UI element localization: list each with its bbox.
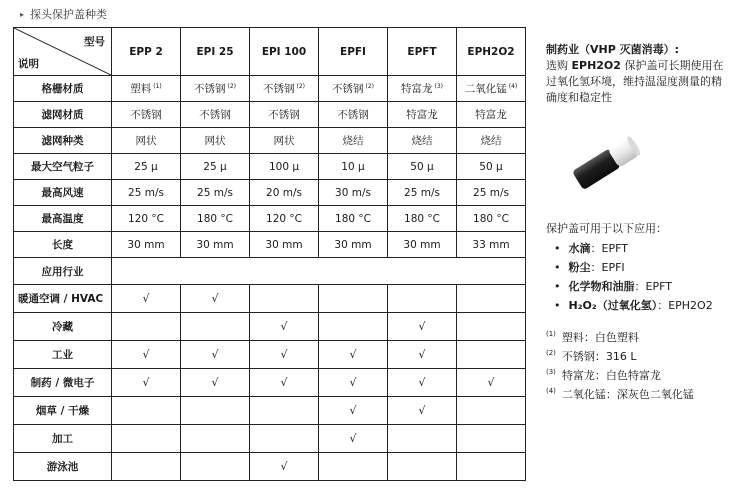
application-text: 粉尘：EPFI	[568, 260, 625, 274]
spec-cell	[181, 76, 250, 102]
spec-cell-value: 100 µ	[268, 160, 300, 173]
spec-cell	[457, 154, 526, 180]
spec-cell-value: 50 µ	[410, 160, 434, 173]
spec-cell-value: 不锈钢	[199, 109, 231, 121]
footnote-mark: (4)	[546, 386, 556, 395]
spec-row	[14, 154, 526, 180]
checkmark-icon: √	[349, 376, 357, 389]
industry-cell	[388, 369, 457, 397]
industry-cell	[250, 397, 319, 425]
section-empty-cell	[181, 258, 250, 285]
spec-cell	[388, 154, 457, 180]
industry-cell	[112, 285, 181, 313]
spec-cell-value: 塑料	[130, 83, 152, 95]
checkmark-icon: √	[142, 292, 150, 305]
footnote-marker: (2)	[296, 82, 305, 90]
probe-cap-image	[566, 132, 646, 192]
industry-cell	[250, 313, 319, 341]
spec-cell	[388, 180, 457, 206]
industry-cell	[112, 397, 181, 425]
application-model: EPFT	[601, 241, 628, 255]
spec-cell-value: 25 m/s	[404, 186, 440, 199]
application-item	[554, 277, 732, 296]
spec-cell-value: 不锈钢	[268, 109, 300, 121]
heading-text: 探头保护盖种类	[30, 8, 108, 21]
spec-cell-value: 30 mm	[196, 238, 234, 251]
spec-row-label: 滤网材质	[14, 102, 112, 128]
footnote-marker: (4)	[508, 82, 518, 90]
spec-cell-value: 25 m/s	[473, 186, 509, 199]
industry-cell	[388, 285, 457, 313]
industry-cell	[457, 453, 526, 481]
spec-cell	[112, 206, 181, 232]
spec-row-label: 格栅材质	[14, 76, 112, 102]
application-text: 化学物和油脂：EPFT	[568, 279, 672, 293]
spec-cell-value: 25 m/s	[128, 186, 164, 199]
industry-cell	[388, 341, 457, 369]
industry-cell	[388, 397, 457, 425]
application-item	[554, 296, 732, 315]
spec-cell	[112, 102, 181, 128]
application-text: 水滴：EPFT	[568, 241, 628, 255]
bullet-icon: •	[554, 241, 561, 255]
footnote-marker: (2)	[227, 82, 236, 90]
checkmark-icon: √	[418, 348, 426, 361]
spec-row	[14, 232, 526, 258]
industry-row	[14, 369, 526, 397]
spec-row	[14, 180, 526, 206]
checkmark-icon: √	[418, 404, 426, 417]
industry-label: 冷藏	[14, 313, 112, 341]
desc-brand: EPH2O2	[571, 59, 621, 72]
spec-cell	[250, 102, 319, 128]
section-empty-cell	[388, 258, 457, 285]
spec-cell	[250, 206, 319, 232]
spec-cell-value: 180 °C	[197, 212, 233, 225]
checkmark-icon: √	[211, 292, 219, 305]
spec-cell	[457, 232, 526, 258]
spec-cell-value: 50 µ	[479, 160, 503, 173]
spec-cell	[319, 76, 388, 102]
footnote-row	[546, 347, 732, 366]
industry-cell	[388, 425, 457, 453]
spec-cell	[112, 76, 181, 102]
industry-cell	[181, 313, 250, 341]
footnote-marker: (1)	[153, 82, 162, 90]
application-item	[554, 239, 732, 258]
section-empty-cell	[319, 258, 388, 285]
spec-cell	[181, 180, 250, 206]
industry-cell	[181, 341, 250, 369]
spec-row-label: 滤网种类	[14, 128, 112, 154]
spec-cell	[319, 232, 388, 258]
section-empty-cell	[112, 258, 181, 285]
footnotes	[546, 328, 732, 404]
spec-cell	[457, 102, 526, 128]
header-row	[14, 28, 526, 76]
industry-cell	[250, 285, 319, 313]
footnote-mark: (3)	[546, 367, 556, 376]
application-model: EPFT	[645, 279, 672, 293]
checkmark-icon: √	[349, 348, 357, 361]
spec-cell-value: 不锈钢	[337, 109, 369, 121]
spec-cell-value: 烧结	[480, 135, 502, 147]
pharma-description	[546, 58, 732, 106]
spec-cell-value: 不锈钢	[130, 109, 162, 121]
checkmark-icon: √	[418, 320, 426, 333]
industry-cell	[319, 341, 388, 369]
spec-row	[14, 76, 526, 102]
spec-row-label: 最大空气粒子	[14, 154, 112, 180]
spec-cell	[319, 206, 388, 232]
desc-rest: 保护盖可长期使用在过氧化氢环境，维持温湿度测量的精确度和稳定性	[546, 59, 724, 104]
spec-cell	[319, 180, 388, 206]
footnote-text: 不锈钢：316 L	[561, 349, 637, 363]
industry-cell	[457, 313, 526, 341]
industry-row	[14, 313, 526, 341]
spec-cell-value: 25 µ	[134, 160, 158, 173]
corner-model-label: 型号	[84, 36, 105, 48]
spec-cell-value: 120 °C	[266, 212, 302, 225]
spec-cell-value: 33 mm	[472, 238, 510, 251]
model-header: EPFI	[319, 28, 388, 76]
spec-cell	[457, 180, 526, 206]
footnote-marker: (3)	[434, 82, 443, 90]
footnote-marker: (2)	[365, 82, 374, 90]
spec-cell-value: 网状	[273, 135, 295, 147]
industry-cell	[319, 313, 388, 341]
industry-cell	[457, 285, 526, 313]
bullet-icon: •	[554, 298, 561, 312]
industry-cell	[250, 453, 319, 481]
footnote-mark: (1)	[546, 329, 556, 338]
spec-cell-value: 不锈钢	[332, 83, 364, 95]
pharma-info	[546, 42, 732, 106]
spec-cell-value: 120 °C	[128, 212, 164, 225]
checkmark-icon: √	[280, 460, 288, 473]
industry-label: 加工	[14, 425, 112, 453]
spec-cell-value: 烧结	[411, 135, 433, 147]
desc-prefix: 选购	[546, 59, 568, 72]
spec-cell-value: 二氧化锰	[464, 83, 507, 95]
application-model: EPH2O2	[668, 298, 713, 312]
spec-cell	[250, 128, 319, 154]
industry-cell	[457, 341, 526, 369]
industry-cell	[457, 369, 526, 397]
application-key: 粉尘	[568, 260, 591, 274]
section-empty-cell	[250, 258, 319, 285]
application-key: 化学物和油脂	[568, 279, 635, 293]
header-corner-cell	[14, 28, 112, 76]
application-model: EPFI	[601, 260, 625, 274]
section-heading	[20, 6, 107, 22]
spec-cell-value: 网状	[135, 135, 157, 147]
spec-cell	[250, 76, 319, 102]
footnote-text: 特富龙：白色特富龙	[561, 368, 661, 382]
spec-cell	[319, 128, 388, 154]
industry-cell	[112, 425, 181, 453]
model-header: EPI 25	[181, 28, 250, 76]
probe-cap-spec-table	[13, 27, 526, 481]
checkmark-icon: √	[280, 320, 288, 333]
industry-label: 暖通空调 / HVAC	[14, 285, 112, 313]
footnote-row	[546, 385, 732, 404]
industry-cell	[112, 313, 181, 341]
industry-cell	[250, 425, 319, 453]
industry-cell	[250, 369, 319, 397]
industry-cell	[388, 313, 457, 341]
checkmark-icon: √	[211, 348, 219, 361]
checkmark-icon: √	[349, 404, 357, 417]
industry-row	[14, 425, 526, 453]
spec-cell	[457, 206, 526, 232]
spec-cell	[250, 232, 319, 258]
applications-items	[546, 239, 732, 315]
bullet-icon: •	[554, 260, 561, 274]
spec-cell-value: 180 °C	[404, 212, 440, 225]
industry-cell	[112, 453, 181, 481]
spec-cell	[181, 206, 250, 232]
spec-cell-value: 10 µ	[341, 160, 365, 173]
industry-cell	[181, 285, 250, 313]
spec-cell	[388, 102, 457, 128]
footnote-text: 塑料：白色塑料	[561, 330, 639, 344]
spec-cell	[319, 102, 388, 128]
spec-cell-value: 特富龙	[401, 83, 433, 95]
application-key: 水滴	[568, 241, 591, 255]
spec-cell	[112, 154, 181, 180]
spec-cell	[181, 232, 250, 258]
industry-cell	[181, 369, 250, 397]
industry-label: 工业	[14, 341, 112, 369]
spec-cell-value: 30 mm	[265, 238, 303, 251]
spec-cell	[388, 128, 457, 154]
industry-cell	[112, 369, 181, 397]
checkmark-icon: √	[280, 348, 288, 361]
spec-cell-value: 20 m/s	[266, 186, 302, 199]
spec-cell	[457, 76, 526, 102]
industry-cell	[388, 453, 457, 481]
spec-cell-value: 25 m/s	[197, 186, 233, 199]
model-header: EPH2O2	[457, 28, 526, 76]
spec-cell-value: 网状	[204, 135, 226, 147]
spec-cell-value: 30 mm	[334, 238, 372, 251]
pharma-title: 制药业（VHP 灭菌消毒）:	[546, 43, 680, 56]
spec-cell	[181, 154, 250, 180]
spec-cell	[388, 232, 457, 258]
checkmark-icon: √	[142, 348, 150, 361]
section-empty-cell	[457, 258, 526, 285]
industry-cell	[319, 453, 388, 481]
checkmark-icon: √	[280, 376, 288, 389]
spec-row	[14, 102, 526, 128]
industry-row	[14, 397, 526, 425]
bullet-icon: •	[554, 279, 561, 293]
spec-cell-value: 30 m/s	[335, 186, 371, 199]
industry-label: 制药 / 微电子	[14, 369, 112, 397]
industry-cell	[181, 397, 250, 425]
heading-bullet-icon: ▸	[20, 9, 25, 19]
industry-row	[14, 285, 526, 313]
model-header: EPI 100	[250, 28, 319, 76]
corner-desc-label: 说明	[18, 58, 39, 70]
industry-cell	[319, 425, 388, 453]
spec-cell-value: 烧结	[342, 135, 364, 147]
spec-cell	[388, 76, 457, 102]
industry-cell	[319, 285, 388, 313]
spec-cell	[457, 128, 526, 154]
industry-row	[14, 453, 526, 481]
spec-cell-value: 180 °C	[335, 212, 371, 225]
spec-cell	[112, 128, 181, 154]
industry-cell	[457, 397, 526, 425]
spec-row	[14, 128, 526, 154]
spec-cell	[112, 180, 181, 206]
industry-cell	[181, 453, 250, 481]
application-key: H₂O₂（过氧化氢）	[568, 298, 658, 312]
spec-cell-value: 不锈钢	[263, 83, 295, 95]
spec-cell-value: 30 mm	[127, 238, 165, 251]
model-header: EPFT	[388, 28, 457, 76]
checkmark-icon: √	[418, 376, 426, 389]
footnote-text: 二氧化锰：深灰色二氧化锰	[561, 387, 694, 401]
spec-row-label: 最高温度	[14, 206, 112, 232]
industry-cell	[457, 425, 526, 453]
applications-title: 保护盖可用于以下应用：	[546, 222, 667, 235]
applications-list	[546, 221, 732, 315]
spec-cell	[319, 154, 388, 180]
spec-cell	[250, 180, 319, 206]
spec-cell	[112, 232, 181, 258]
model-header: EPP 2	[112, 28, 181, 76]
checkmark-icon: √	[349, 432, 357, 445]
spec-cell-value: 25 µ	[203, 160, 227, 173]
application-text: H₂O₂（过氧化氢）：EPH2O2	[568, 298, 713, 312]
spec-cell-value: 特富龙	[475, 109, 507, 121]
industry-label: 烟草 / 干燥	[14, 397, 112, 425]
spec-cell-value: 特富龙	[406, 109, 438, 121]
spec-row-label: 长度	[14, 232, 112, 258]
footnote-mark: (2)	[546, 348, 556, 357]
industry-cell	[181, 425, 250, 453]
section-row	[14, 258, 526, 285]
industry-cell	[319, 397, 388, 425]
spec-row	[14, 206, 526, 232]
checkmark-icon: √	[142, 376, 150, 389]
spec-cell-value: 30 mm	[403, 238, 441, 251]
industry-row	[14, 341, 526, 369]
checkmark-icon: √	[487, 376, 495, 389]
spec-row-label: 最高风速	[14, 180, 112, 206]
industry-cell	[319, 369, 388, 397]
spec-cell	[181, 102, 250, 128]
application-item	[554, 258, 732, 277]
spec-cell-value: 不锈钢	[194, 83, 226, 95]
footnote-row	[546, 366, 732, 385]
spec-cell	[388, 206, 457, 232]
section-label: 应用行业	[14, 258, 112, 285]
spec-cell-value: 180 °C	[473, 212, 509, 225]
industry-cell	[112, 341, 181, 369]
checkmark-icon: √	[211, 376, 219, 389]
spec-cell	[250, 154, 319, 180]
industry-cell	[250, 341, 319, 369]
spec-cell	[181, 128, 250, 154]
industry-label: 游泳池	[14, 453, 112, 481]
footnote-row	[546, 328, 732, 347]
